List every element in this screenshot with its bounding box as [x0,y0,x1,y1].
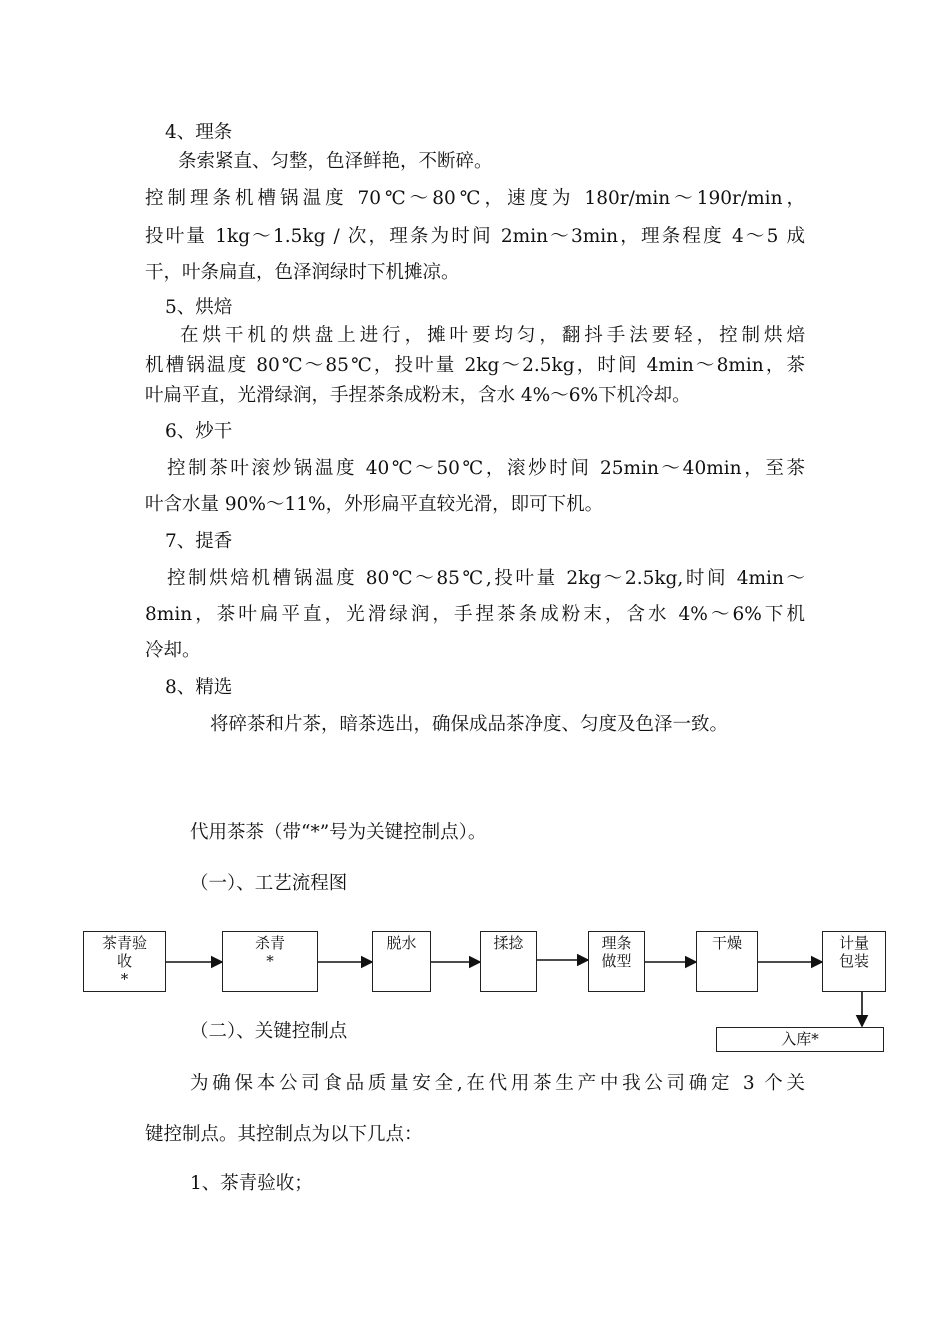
flow-chart-title: （一）、工艺流程图 [190,873,348,894]
flow-step-2-line-1: 杀青 [254,934,285,952]
section-5-line-1: 在烘干机的烘盘上进行，摊叶要均匀，翻抖手法要轻，控制烘焙 [180,325,805,346]
section-7-line-3: 冷却。 [145,640,201,661]
flow-step-weighing-packaging [822,931,886,992]
flow-step-5-line-2: 做型 [601,952,632,970]
flow-step-tea-acceptance [83,931,166,992]
flow-step-warehousing [716,1027,884,1052]
section-4-line-4: 干，叶条扁直，色泽润绿时下机摊凉。 [145,262,460,283]
section-6-line-1: 控制茶叶滚炒锅温度 40℃～50℃，滚炒时间 25min～40min，至茶 [167,458,805,479]
section-4-line-2: 控制理条机槽锅温度 70℃～80℃，速度为 180r/min～190r/min， [145,188,805,209]
flow-step-4-line-1: 揉捻 [493,934,524,952]
flow-step-1-line-3: * [120,970,129,988]
flow-step-dewatering [372,931,431,992]
section-5-line-3: 叶扁平直，光滑绿润，手捏茶条成粉末，含水 4%～6%下机冷却。 [145,385,691,406]
section-6-line-2: 叶含水量 90%～11%，外形扁平直较光滑，即可下机。 [145,494,604,515]
flow-step-final-label: 入库* [781,1030,819,1048]
flow-step-fixing [222,931,318,992]
ccp-paragraph-line-1: 为确保本公司食品质量安全,在代用茶生产中我公司确定 3 个关 [190,1073,805,1094]
flow-step-2-line-2: * [266,952,274,970]
section-4-line-1: 条索紧直、匀整，色泽鲜艳，不断碎。 [178,151,493,172]
flow-step-6-line-1: 干燥 [711,934,742,952]
section-7-heading: 7、提香 [165,531,233,552]
section-6-heading: 6、炒干 [165,421,233,442]
ccp-item-1: 1、茶青验收； [190,1173,313,1194]
flow-step-7-line-2: 包装 [838,952,869,970]
flow-step-shaping [588,931,645,992]
ccp-title: （二）、关键控制点 [190,1021,348,1042]
flow-step-1-line-2: 收 [116,952,132,970]
flow-step-drying [696,931,758,992]
flow-step-1-line-1: 茶青验 [101,934,147,952]
section-5-line-2: 机槽锅温度 80℃～85℃，投叶量 2kg～2.5kg，时间 4min～8min，茶 [145,355,805,376]
intro-text: 代用茶茶（带“*”号为关键控制点）。 [190,822,487,843]
section-4-line-3: 投叶量 1kg～1.5kg / 次，理条为时间 2min～3min，理条程度 4～5 成 [145,226,805,247]
ccp-paragraph-line-2: 键控制点。其控制点为以下几点： [145,1124,423,1145]
section-8-line-1: 将碎茶和片茶，暗茶选出，确保成品茶净度、匀度及色泽一致。 [210,714,729,735]
flow-step-7-line-1: 计量 [838,934,869,952]
section-7-line-2: 8min，茶叶扁平直，光滑绿润，手捏茶条成粉末，含水 4%～6%下机 [145,604,805,625]
flow-step-rolling [480,931,537,992]
section-5-heading: 5、烘焙 [165,297,233,318]
section-7-line-1: 控制烘焙机槽锅温度 80℃～85℃,投叶量 2kg～2.5kg,时间 4min～ [167,568,805,589]
flow-step-5-line-1: 理条 [601,934,632,952]
section-4-heading: 4、理条 [165,122,233,143]
section-8-heading: 8、精选 [165,677,233,698]
flow-step-3-line-1: 脱水 [386,934,417,952]
